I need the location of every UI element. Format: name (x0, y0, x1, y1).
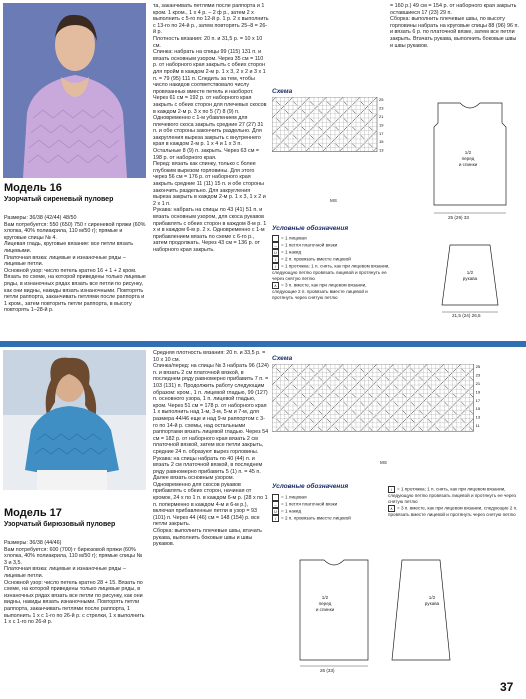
ssk-symbol-icon: \ (388, 486, 395, 493)
row-number: 23 (475, 372, 481, 378)
row-number: 15 (475, 406, 481, 412)
model16-photo (3, 3, 146, 178)
row-number: 19 (379, 122, 384, 128)
garter-symbol-icon: – (272, 501, 279, 508)
text-block: = 160 р.) 49 см = 154 р. от наборного края закрыть оставшиеся 17 (23) 29 п. (390, 3, 517, 16)
model17-piece-label: 1/2 перед и спинки (315, 595, 335, 612)
model17-subtitle: Узорчатый бирюзовый пуловер (4, 521, 116, 528)
k2tog-symbol-icon: / (272, 256, 279, 263)
text-block: Перед: вязать как спинку, только с более глубоким вырезом горловины. Для этого через 56 см = 176 р. от наборного края закрыть средние 11 (11) 15 п. и обе стороны закончить раздельно. Для закругления выреза закрыть в каждом 2-м р. 1 х 3, 1 х 2 и 2 х 1 п. (153, 161, 266, 207)
model16-ms: MS (330, 198, 337, 203)
legend-item: \ = 1 протяжка: 1 п. снять, как при лицевом вязании, следующую петлю провязать лицевой и протянуть ее через снятую петлю (272, 263, 390, 281)
legend-item: U = 1 накид (272, 249, 390, 256)
model17-legend-right (388, 486, 518, 518)
model16-piece-label: 1/2 перед и спинки (458, 150, 478, 167)
chart-grid-border (272, 97, 377, 152)
row-number: 21 (475, 381, 481, 386)
model17-chart (272, 364, 502, 454)
legend-item: \ = 1 протяжка: 1 п. снять, как при лицевом вязании, следующую петлю провязать лицевой и протянуть ее через снятую петлю (388, 486, 516, 504)
model17-legend-left (272, 494, 372, 522)
row-number: 25 (379, 97, 384, 103)
model16-chart (272, 97, 392, 207)
legend-item: – = 1 петля платочной вязки (272, 242, 390, 249)
row-number: 17 (379, 130, 384, 136)
woman-in-lilac-sweater-image (3, 3, 146, 178)
k2tog-symbol-icon: / (272, 515, 279, 522)
model16-col1 (4, 215, 146, 314)
model16-subtitle: Узорчатый сиреневый пуловер (4, 196, 114, 203)
model16-bottom-dim: 25 (29) 33 (448, 215, 469, 220)
text-block: Спинка: набрать на спицы 99 (115) 131 п. и вязать основным узором. Через 35 см = 110 р. от наборного края закрыть с обеих сторон для пройм в каждом 2-м р. 1 х 3, 2 х 2 и 3 х 1 п. = 79 (95) 111 п. Следить за тем, чтобы число накидов соответствовало числу провязанных вместе петель и наоборот. Через 61 см = 192 р. от наборного края закрыть с обеих сторон для плечевых скосов в каждом 2-м р. 3 х по 5 (7) 8 (9) п. Одновременно с 1-м убавлением для плечевого скоса закрыть средние 27 (27) 31 п. и обе стороны закончить раздельно. Для закругления выреза закрыть с внутреннего края в каждом 2-м р. 1 х 4 и 1 х 3 п. Остальные 8 (9) п. закрыть. Через 63 см = 198 р. от наборного края. (153, 49, 267, 161)
text-block: Плотность вязания: 20 п. и 31,5 р. = 10 х 10 см. (153, 35, 263, 49)
legend-item: / = 2 п. провязать вместе лицевой (272, 515, 372, 522)
model17-col1 (4, 540, 146, 626)
text-block: Лицевая гладь, круговые вязание: все петли вязать лицевыми. (4, 241, 134, 254)
legend-item: = 1 лицевая (272, 235, 390, 242)
model16-scheme-label: Схема (272, 88, 293, 95)
model16-col3 (390, 3, 520, 49)
sk2p-symbol-icon: ∧ (272, 282, 279, 289)
knitting-chart-16 (272, 97, 392, 207)
yarn-over-symbol-icon: U (272, 508, 279, 515)
yarn-over-symbol-icon: U (272, 249, 279, 256)
model16-sleeve-bottom: 21,5 (24) 26,5 (452, 313, 481, 318)
text-block: Размеры: 36/38 (42/44) 48/50 (4, 215, 77, 221)
row-number: 13 (379, 147, 384, 153)
row-number: 15 (379, 139, 384, 145)
garment-outline-16 (420, 95, 520, 325)
text-block: та, заканчивать петлями после раппорта и 1 кром. 1 кром., 1 х 4 р. – 2 ф р., затем 2 х выполнить с 5-го по 12-й р. 1 р. 2 х выполнить с 13-го по 24-й р., затем повторять 25–8 = 26-й р. (153, 3, 269, 36)
row-number: 13 (475, 414, 481, 420)
model17-ms: MS (380, 460, 387, 465)
text-block: Рукава: набрать на спицы по 43 (41) 51 п. и вязать основным узором, для скоса рукавов прибавлять с обеих сторон в каждом 8-м р. 1 х и в каждом 6-м р. 2 х. Одновременно с 1-м прибавлением вязать по схеме с 6-го р., затем продолжать. Через 43 см = 136 р. от наборного края закрыть. (153, 207, 267, 253)
text-block: Сборка: выполнить плечевые швы, по высоту горловины набрать на круговые спицы 88 (96) 96 п. и вязать 6 р. по платочной вязке, затем все петли закрыть. Втачать рукава, выполнить боковые швы и швы рукавов. (390, 16, 519, 49)
text-block: Спинка/перед: на спицы № 3 набрать 96 (124) п. и вязать 2 см платочной вязкой, в последнем ряду равномерно прибавить 7 п. = 103 (131) п. Продолжить работу следующим образом: кром., 1 п. лицевой гладью, 99 (127) п. основного узора, 1 п. лицевой гладью, кром. Через 51 см = 178 р. от наборного края 1 х выполнить над 1-м, 3-м, 5-м и 7-м, для размера 44/46 еще и над 9-м раппортом с 3-го по 14-й р. схемы, над остальными раппортами вязать лицевой гладью. Через 54 см = 182 р. от наборного края вязать 2 см платочной вязкой, затем все петли закрыть, средние 24 п. образуют вырез горловины. (153, 363, 269, 455)
knitting-chart-17 (272, 364, 502, 454)
page-number: 37 (500, 680, 514, 694)
legend-item: / = 2 п. провязать вместе лицевой (272, 256, 390, 263)
model16-garment-diagram (420, 95, 520, 325)
model17-title: Модель 17 (4, 507, 62, 519)
knit-symbol-icon (272, 235, 279, 242)
row-number: 11 (475, 423, 480, 428)
model17-legend-title: Условные обозначения (272, 483, 349, 490)
section-divider (0, 341, 526, 347)
model17-col2 (153, 350, 269, 548)
row-number: 21 (379, 114, 384, 119)
legend-item: = 1 лицевая (272, 494, 372, 501)
text-block: Основной узор: число петель кратно 16 + 1 + 2 кром. Вязать по схеме, на которой приведены только лицевые ряды, в изнаночных рядах вязать все петли по рисунку, как они видны, накиды вязать изнаночными. Повторять петли раппорта, заканчивать петлями после раппорта и 1 кром., затем повторить петли раппорта, в высоту повторять 1–28-й р. (4, 267, 146, 314)
model17-sleeve-label: 1/2 рукава (424, 595, 440, 606)
text-block: Платочная вязка: лицевые и изнаночные ряды – лицевые петли. (4, 566, 126, 579)
text-block: Основной узор: число петель кратно 28 + 15. Вязать по схеме, на которой приведены только лицевые ряды, в изнаночных рядах вязать все петли по рисунку, как они видны, накиды вязать изнаночными. Повторять петли раппорта, заканчивать петлями после раппорта, 1 выполнить 1 х с 1-го по 26-й р. с стрелки, 1 х выполнить 1 х с 1-го по 26-й р. (4, 579, 145, 626)
text-block: Вам потребуется: 550 (650) 750 г сиреневой пряжи (60% хлопка, 40% полиакрила, 110 м/50 г); прямые и круговые спицы № 4. (4, 221, 146, 241)
woman-in-turquoise-sweater-image (3, 350, 146, 490)
text-block: Вам потребуется: 600 (700) г бирюзовой пряжи (60% хлопка, 40% полиакрила, 110 м/50 г); прямые спицы № 3 и 3,5. (4, 546, 143, 566)
garter-symbol-icon: – (272, 242, 279, 249)
sk2p-symbol-icon: ∧ (388, 505, 395, 512)
legend-item: U = 1 накид (272, 508, 372, 515)
legend-item: – = 1 петля платочной вязки (272, 501, 372, 508)
legend-item: ∧ = 3 п. вместе, как при лицевом вязании, следующие 2 п. провязать вместе лицевой и протянуть через снятую петлю (388, 505, 518, 517)
row-number: 23 (379, 105, 384, 111)
legend-item: ∧ = 3 п. вместе, как при лицевом вязании, следующие 2 п. провязать вместе лицевой и протянуть через снятую петлю (272, 282, 368, 300)
model17-photo (3, 350, 146, 490)
row-number: 25 (475, 364, 481, 370)
ssk-symbol-icon: \ (272, 263, 279, 270)
model17-scheme-label: Схема (272, 355, 293, 362)
model16-legend-title: Условные обозначения (272, 225, 349, 232)
knit-symbol-icon (272, 494, 279, 501)
row-number: 19 (475, 389, 481, 395)
model16-title: Модель 16 (4, 182, 62, 194)
text-block: Размеры: 36/38 (44/46) (4, 540, 62, 546)
text-block: Платочная вязка: лицевые и изнаночные ряды – лицевые петли. (4, 254, 126, 268)
text-block: Сборка: выполнить плечевые швы, втачать рукава, выполнить боковые швы и швы рукавов. (153, 528, 262, 548)
model17-bottom-dim: 26 (33) (320, 668, 335, 673)
text-block: Средняя плотность вязания: 20 п. и 33,5 р. = 10 х 10 см. (153, 350, 266, 363)
row-number: 17 (475, 397, 481, 403)
text-block: Рукава: на спицы набрать по 40 (44) п. и вязать 2 см платочной вязкой, в последнем ряду равномерно прибавить 5 (1) п. = 45 п. Далее вязать основным узором. Одновременно для скосов рукавов прибавлять с обеих сторон, начиная от кромок, 24 х по 1 п. в каждом 6-м р. (28 х по 1 п. поперменно в каждом 4-м и 6-м р.), включая прибавленные петли в узор = 93 (101) п. Через 44 (46) см = 148 (154) р. все петли закрыть. (153, 455, 268, 528)
model16-sleeve-label: 1/2 рукава (462, 270, 478, 281)
model16-col2 (153, 3, 269, 254)
model16-legend (272, 235, 390, 301)
